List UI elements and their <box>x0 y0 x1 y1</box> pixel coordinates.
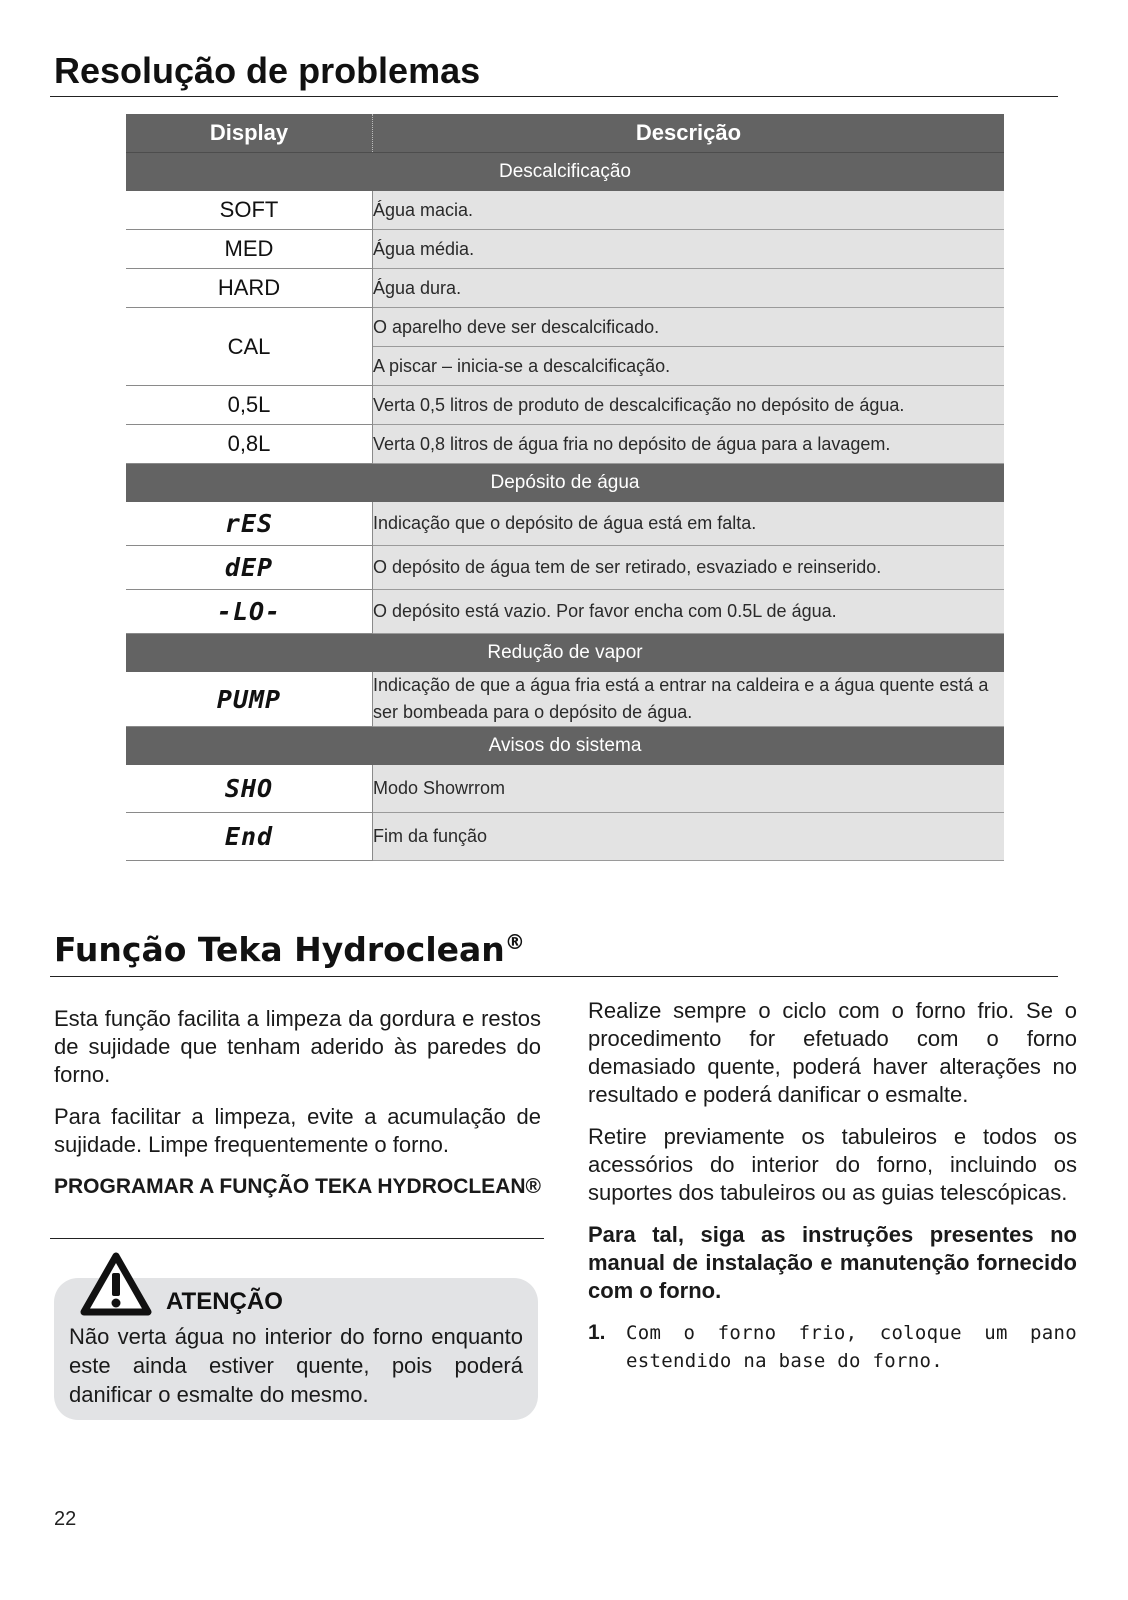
section-label: Avisos do sistema <box>126 727 1004 766</box>
step-text: Com o forno frio, coloque um pano estendido na base do forno. <box>626 1322 1077 1372</box>
paragraph: Para facilitar a limpeza, evite a acumulação de sujidade. Limpe frequentemente o forno. <box>54 1104 541 1157</box>
table-row <box>126 546 1004 590</box>
warning-box <box>54 1278 538 1420</box>
section-divider <box>50 976 1058 977</box>
section-label: Redução de vapor <box>126 634 1004 673</box>
section-label: Descalcificação <box>126 153 1004 192</box>
subheading-divider <box>50 1238 544 1239</box>
display-code: PUMP <box>126 672 373 727</box>
table-row <box>126 765 1004 813</box>
section-row <box>126 153 1004 192</box>
display-code: dEP <box>126 546 373 590</box>
description-cell: Indicação de que a água fria está a entrar na caldeira e a água quente está a ser bombeada para o depósito de água. <box>373 672 1005 727</box>
column-header-description: Descrição <box>373 114 1005 153</box>
section-label: Depósito de água <box>126 464 1004 503</box>
page-number: 22 <box>54 1508 77 1530</box>
paragraph: Realize sempre o ciclo com o forno frio. Se o procedimento for efetuado com o forno demasiado quente, poderá haver alterações no resultado e poderá danificar o esmalte. <box>588 998 1077 1107</box>
table-row <box>126 230 1004 269</box>
paragraph: Esta função facilita a limpeza da gordura e restos de sujidade que tenham aderido às paredes do forno. <box>54 1006 541 1087</box>
list-item <box>588 1319 1077 1375</box>
table-row <box>126 590 1004 634</box>
section-row <box>126 464 1004 503</box>
section-title-text: Função Teka Hydroclean <box>54 930 505 969</box>
display-code: HARD <box>126 269 373 308</box>
table-row <box>126 425 1004 464</box>
subheading: PROGRAMAR A FUNÇÃO TEKA HYDROCLEAN® <box>54 1175 541 1198</box>
description-cell: Verta 0,8 litros de água fria no depósito de água para a lavagem. <box>373 425 1005 464</box>
section-row <box>126 727 1004 766</box>
step-number: 1. <box>588 1321 606 1344</box>
description-cell: Água média. <box>373 230 1005 269</box>
display-code: CAL <box>126 308 373 386</box>
description-cell: Água dura. <box>373 269 1005 308</box>
section-title <box>54 930 525 969</box>
description-cell: Verta 0,5 litros de produto de descalcificação no depósito de água. <box>373 386 1005 425</box>
display-code: MED <box>126 230 373 269</box>
description-cell: Água macia. <box>373 191 1005 230</box>
table-row <box>126 191 1004 230</box>
warning-title: ATENÇÃO <box>166 1288 283 1315</box>
display-code: SOFT <box>126 191 373 230</box>
display-code: 0,8L <box>126 425 373 464</box>
warning-text: Não verta água no interior do forno enquanto este ainda estiver quente, pois poderá danificar o esmalte do mesmo. <box>69 1324 523 1407</box>
description-cell: O depósito de água tem de ser retirado, esvaziado e reinserido. <box>373 546 1005 590</box>
paragraph-bold: Para tal, siga as instruções presentes no manual de instalação e manutenção fornecido com o forno. <box>588 1222 1077 1303</box>
warning-triangle-icon <box>80 1250 152 1316</box>
title-divider <box>50 96 1058 97</box>
paragraph: Retire previamente os tabuleiros e todos os acessórios do interior do forno, incluindo os suportes dos tabuleiros ou as guias telescópicas. <box>588 1124 1077 1205</box>
page-title: Resolução de problemas <box>54 50 481 91</box>
section-row <box>126 634 1004 673</box>
column-header-display: Display <box>126 114 373 153</box>
right-column <box>588 997 1077 1375</box>
description-cell: O aparelho deve ser descalcificado. <box>373 308 1005 347</box>
table-row <box>126 269 1004 308</box>
table-row <box>126 502 1004 546</box>
display-code: -LO- <box>126 590 373 634</box>
table-row <box>126 672 1004 727</box>
table-row <box>126 813 1004 861</box>
table-header-row <box>126 114 1004 153</box>
description-cell: O depósito está vazio. Por favor encha com 0.5L de água. <box>373 590 1005 634</box>
description-cell: A piscar – inicia-se a descalcificação. <box>373 347 1005 386</box>
display-code: SHO <box>126 765 373 813</box>
table-row <box>126 308 1004 347</box>
description-cell: Modo Showrrom <box>373 765 1005 813</box>
display-code: rES <box>126 502 373 546</box>
left-column <box>54 1005 541 1201</box>
table-row <box>126 386 1004 425</box>
registered-mark: ® <box>504 930 525 954</box>
troubleshooting-table <box>126 114 1004 861</box>
description-cell: Indicação que o depósito de água está em falta. <box>373 502 1005 546</box>
description-cell: Fim da função <box>373 813 1005 861</box>
display-code: 0,5L <box>126 386 373 425</box>
display-code: End <box>126 813 373 861</box>
